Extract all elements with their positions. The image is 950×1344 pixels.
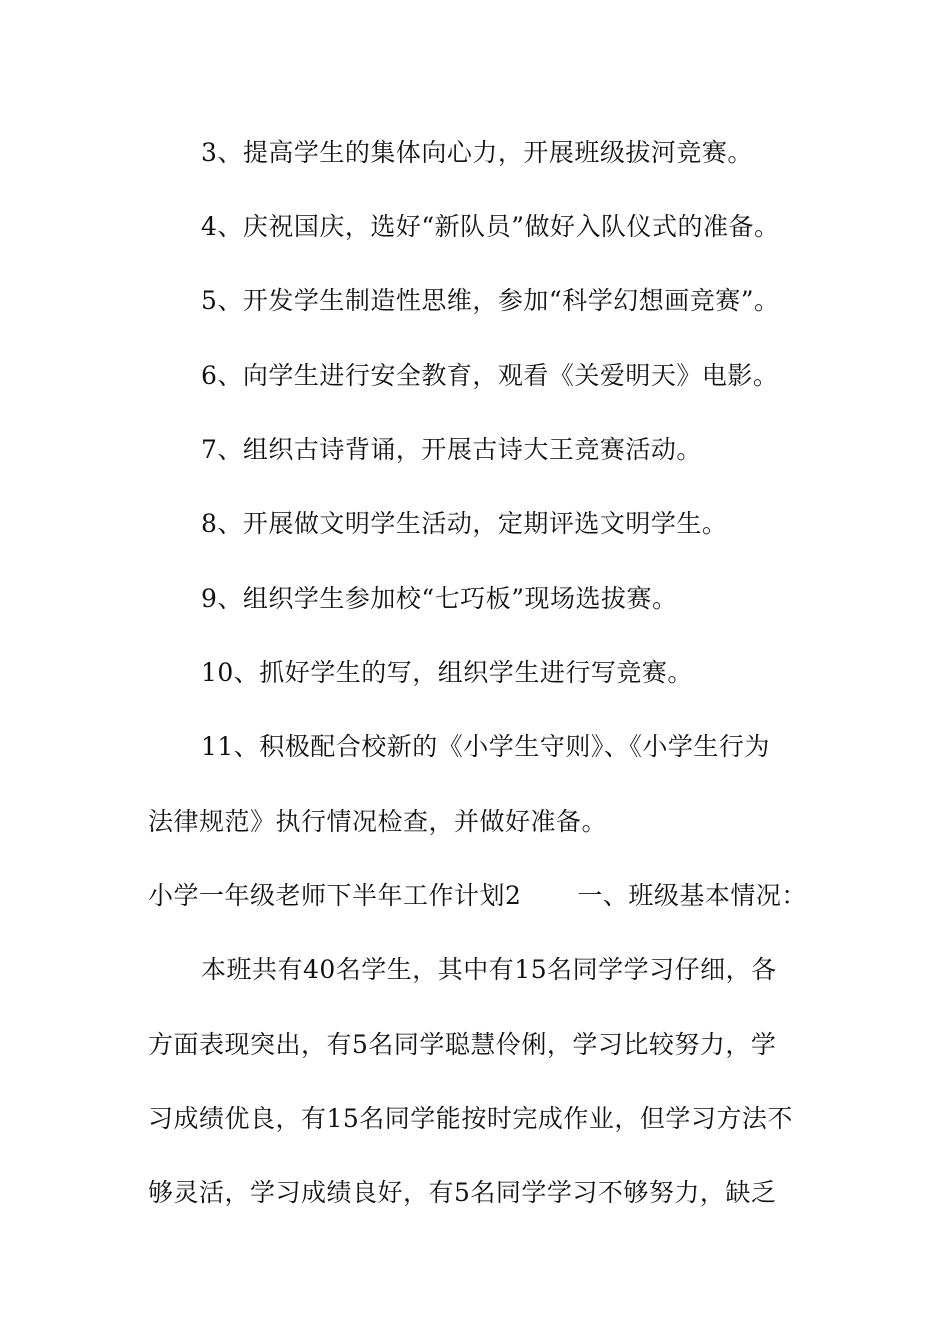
list-item-11-continuation: 法律规范》执行情况检查，并做好准备。 — [148, 807, 608, 836]
paragraph-line-2: 方面表现突出，有5名同学聪慧伶俐，学习比较努力，学 — [148, 1030, 777, 1059]
list-item-9: 9、组织学生参加校“七巧板”现场选拔赛。 — [201, 584, 678, 613]
section-heading-line — [148, 881, 807, 911]
list-item-3: 3、提高学生的集体向心力，开展班级拔河竞赛。 — [201, 138, 753, 167]
paragraph-line-1: 本班共有40名学生，其中有15名同学学习仔细，各 — [201, 955, 777, 984]
plan-title: 小学一年级老师下半年工作计划2 — [148, 881, 522, 910]
list-item-10: 10、抓好学生的写，组织学生进行写竞赛。 — [201, 658, 693, 687]
section-title: 一、班级基本情况： — [577, 881, 807, 910]
list-item-5: 5、开发学生制造性思维，参加“科学幻想画竞赛”。 — [201, 286, 780, 315]
list-item-7: 7、组织古诗背诵，开展古诗大王竞赛活动。 — [201, 435, 702, 464]
list-item-4: 4、庆祝国庆，选好“新队员”做好入队仪式的准备。 — [201, 212, 780, 241]
paragraph-line-3: 习成绩优良，有15名同学能按时完成作业，但学习方法不 — [148, 1104, 793, 1133]
list-item-11: 11、积极配合校新的《小学生守则》、《小学生行为 — [201, 732, 770, 761]
list-item-8: 8、开展做文明学生活动，定期评选文明学生。 — [201, 509, 728, 538]
list-item-6: 6、向学生进行安全教育，观看《关爱明天》电影。 — [201, 361, 779, 390]
paragraph-line-4: 够灵活，学习成绩良好，有5名同学学习不够努力，缺乏 — [148, 1178, 777, 1207]
